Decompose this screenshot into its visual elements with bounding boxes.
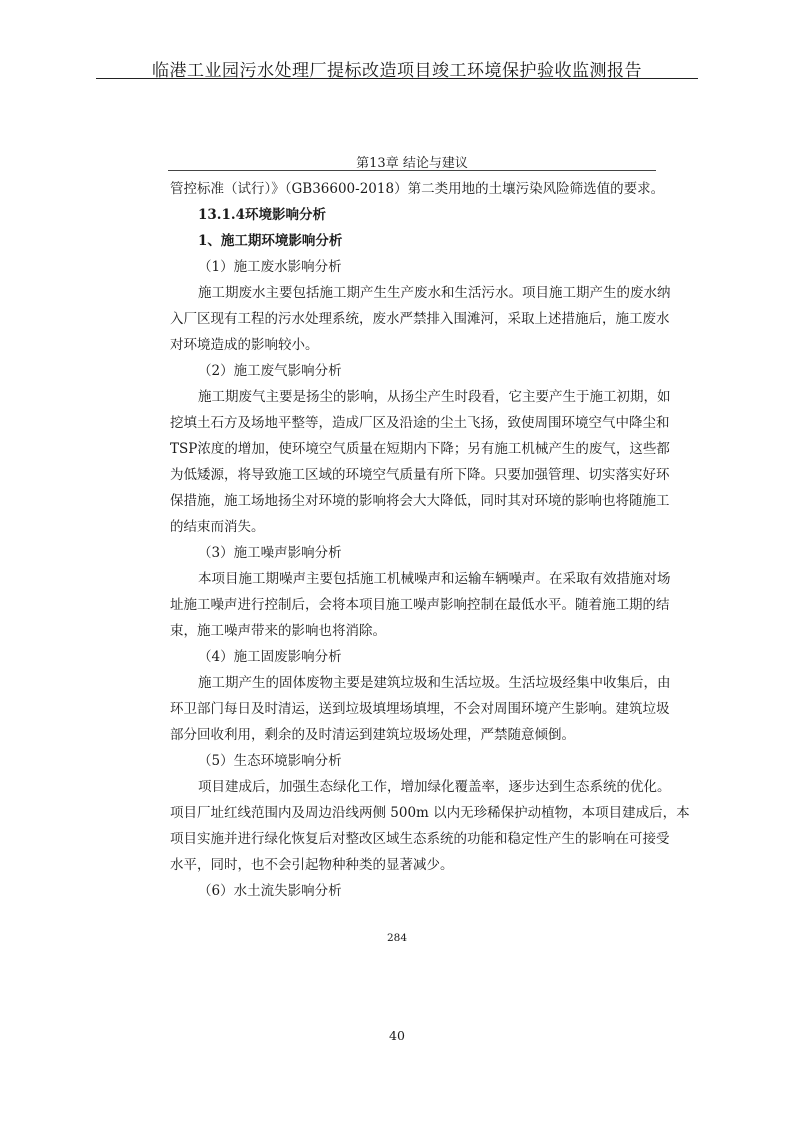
paragraph-line: 项目实施并进行绿化恢复后对整改区域生态系统的功能和稳定性产生的影响在可接受 — [170, 831, 670, 847]
report-title: 临港工业园污水处理厂提标改造项目竣工环境保护验收监测报告 — [152, 61, 642, 81]
page-number: 40 — [389, 1028, 405, 1043]
paragraph-line: 入厂区现有工程的污水处理系统，废水严禁排入围滩河，采取上述措施后，施工废水 — [170, 311, 670, 327]
item-heading: （2）施工废气影响分析 — [198, 363, 342, 379]
paragraph-line: 部分回收利用，剩余的及时清运到建筑垃圾场处理，严禁随意倾倒。 — [170, 727, 575, 743]
paragraph-line: 环卫部门每日及时清运，送到垃圾填埋场填埋，不会对周围环境产生影响。建筑垃圾 — [170, 701, 670, 717]
paragraph-line: 水平，同时，也不会引起物种种类的显著减少。 — [170, 857, 454, 873]
paragraph-line: 施工期废水主要包括施工期产生生产废水和生活污水。项目施工期产生的废水纳 — [198, 285, 671, 301]
item-heading: （1）施工废水影响分析 — [198, 259, 342, 275]
section-heading: 13.1.4环境影响分析 — [198, 207, 326, 223]
paragraph-line: TSP浓度的增加，使环境空气质量在短期内下降；另有施工机械产生的废气，这些都 — [170, 441, 670, 457]
paragraph-line: 项目厂址红线范围内及周边沿线两侧 500m 以内无珍稀保护动植物，本项目建成后，本 — [170, 805, 690, 821]
header-divider — [96, 78, 698, 79]
item-heading: （6）水土流失影响分析 — [198, 883, 342, 899]
paragraph-line: 项目建成后，加强生态绿化工作，增加绿化覆盖率，逐步达到生态系统的优化。 — [198, 779, 671, 795]
subsection-heading: 1、施工期环境影响分析 — [198, 233, 343, 249]
paragraph-line: 挖填土石方及场地平整等，造成厂区及沿途的尘土飞扬，致使周围环境空气中降尘和 — [170, 415, 670, 431]
item-heading: （3）施工噪声影响分析 — [198, 545, 342, 561]
inner-page-number: 284 — [386, 932, 408, 944]
paragraph-line: 施工期废气主要是扬尘的影响，从扬尘产生时段看，它主要产生于施工初期，如 — [198, 389, 671, 405]
paragraph-line: 为低矮源，将导致施工区域的环境空气质量有所下降。只要加强管理、切实落实好环 — [170, 467, 670, 483]
paragraph-line: 对环境造成的影响较小。 — [170, 337, 319, 353]
chapter-heading: 第13章 结论与建议 — [356, 156, 468, 171]
paragraph-line: 管控标准（试行）》（GB36600-2018）第二类用地的土壤污染风险筛选值的要求。 — [170, 181, 665, 197]
paragraph-line: 保措施，施工场地扬尘对环境的影响将会大大降低，同时其对环境的影响也将随施工 — [170, 493, 670, 509]
paragraph-line: 的结束而消失。 — [170, 519, 265, 535]
paragraph-line: 施工期产生的固体废物主要是建筑垃圾和生活垃圾。生活垃圾经集中收集后，由 — [198, 675, 671, 691]
item-heading: （4）施工固废影响分析 — [198, 649, 342, 665]
paragraph-line: 本项目施工期噪声主要包括施工机械噪声和运输车辆噪声。在采取有效措施对场 — [198, 571, 671, 587]
paragraph-line: 束，施工噪声带来的影响也将消除。 — [170, 623, 386, 639]
paragraph-line: 址施工噪声进行控制后，会将本项目施工噪声影响控制在最低水平。随着施工期的结 — [170, 597, 670, 613]
item-heading: （5）生态环境影响分析 — [198, 753, 342, 769]
chapter-divider — [168, 170, 656, 171]
